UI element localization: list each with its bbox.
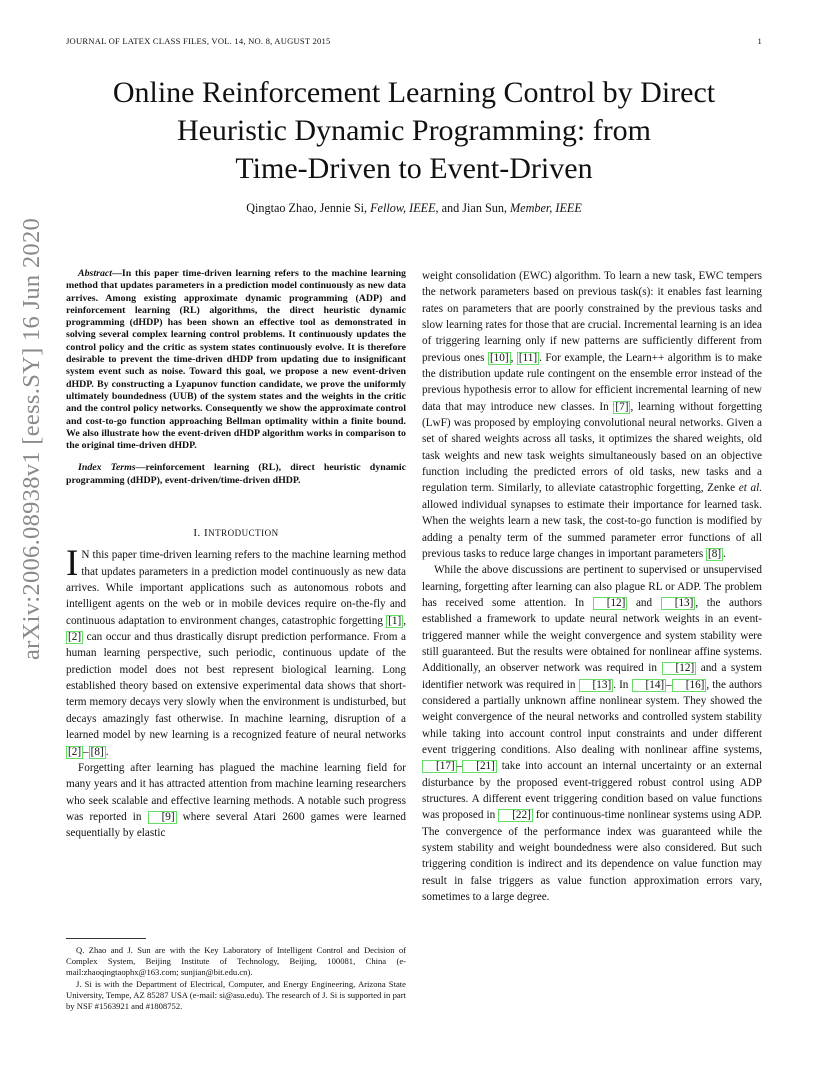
text: – [83,745,89,758]
running-header [66,36,762,50]
body-paragraph [422,562,762,905]
text: take into account an internal uncertainty or an external disturbance by the proposed event-triggered robust control using ADP structures. A different event triggering condition based on value functions was proposed in [422,760,763,822]
footnote [66,938,406,1012]
citation-link[interactable]: [8] [90,745,104,758]
citation-link[interactable]: [12] [662,662,697,675]
right-column [422,268,762,905]
paper-title [66,74,762,188]
citation-link[interactable]: [8] [708,547,722,560]
text: N this paper time-driven learning refers to the machine learning method that updates parameters in a prediction model continuously as new data arrives. While important applications such as autonomous robots and intelligent agents on the web or in mobile devices require on-the-fly and continuous adaptation to environment changes, catastrophic forgetting [66,549,406,627]
index-terms [66,462,406,487]
citation-link[interactable]: [22] [498,809,533,822]
citation-link[interactable]: [13] [579,679,614,692]
intro-paragraph-2 [66,760,406,842]
text: for continuous-time nonlinear systems using ADP. The convergence of the performance index was guaranteed while the system stability and weight boundedness were also considered. But such triggering condition is indirect and its dependence on value function may result in false triggers as value function approximation errors vary, sometimes to a large degree. [422,809,762,904]
text: , [510,351,514,364]
citation-link[interactable]: [10] [489,351,509,364]
text: . For example, the Learn++ algorithm is to make the distribution update rule contingent on the ensemble error instead of the previous hypothesis error to allow for efficient incremental learning of new data that may introduce new classes. In [422,351,762,413]
text: where several Atari 2600 games were learned sequentially by elastic [66,810,407,840]
text: Forgetting after learning has plagued the machine learning field for many years and it has attracted attention from machine learning researchers who seek scalable and effective learning methods. A notable such progress was reported in [66,761,406,823]
section-numeral: I. [193,527,201,540]
abstract-label: Abstract [78,268,113,279]
text: can occur and thus drastically disrupt prediction performance. From a human learning perspective, such periodic, continuous update of the prediction model does not best represent biological learning. Long established theory based on extensive experimental data shows that short-term memory decays very slowly when the environment is undisturbed, but decays amazingly fast otherwise. In machine learning, disruption of a learned model by new learning is a recognized feature of neural networks [66,631,406,742]
section-heading [66,525,406,541]
text: and [635,596,653,609]
drop-cap: I [66,543,79,585]
footnote-rule [66,938,146,939]
text: – [666,678,672,691]
arxiv-stamp: arXiv:2006.08938v1 [eess.SY] 16 Jun 2020 [18,217,45,660]
footnote-affiliation-2: J. Si is with the Department of Electrical, Computer, and Energy Engineering, Arizona State University, Tempe, AZ 85287 USA (e-mail: si@asu.edu). The research of J. Si is supported in part by NSF #1563921 and #1808752. [66,978,406,1012]
title-line: Online Reinforcement Learning Control by Direct [112,76,716,109]
text: , learning without forgetting (LwF) was proposed by employing convolutional neural networks. Given a set of shared weights across all tasks, it optimizes the shared weights, old task weights and new task weights simultaneously based on an objective function including the predicted errors of old tasks, new tasks and a regulation term. Similarly, to alleviate catastrophic forgetting, Zenke [422,400,762,495]
citation-link[interactable]: [21] [462,760,497,773]
citation-link[interactable]: [2] [68,631,82,644]
journal-name: JOURNAL OF LATEX CLASS FILES, VOL. 14, NO. 8, AUGUST 2015 [66,36,331,46]
citation-link[interactable]: [14] [632,679,667,692]
text: . [723,547,726,560]
text: , the authors established a framework to update neural network weights in an event-triggered manner while the weight convergence and system stability were still guaranteed. But the results were obtained for nonlinear affine systems. Additionally, an observer network was required in [422,596,762,675]
author-role: Member, IEEE [510,201,582,215]
title-line: Heuristic Dynamic Programming: from [176,114,652,147]
et-al: et al. [738,482,762,495]
citation-link[interactable]: [13] [661,597,696,610]
citation-link[interactable]: [9] [148,811,177,824]
index-terms-label: Index Terms [78,462,136,474]
author-list [66,201,762,216]
text: , the authors considered a partially unknown affine nonlinear system. They showed the weight convergence of the neural networks and controlled system stability while taking into account control input constraints and under different event triggering conditions. Also dealing with nonlinear affine systems, [422,678,762,756]
citation-link[interactable]: [2] [68,745,82,758]
citation-link[interactable]: [11] [518,351,538,364]
citation-link[interactable]: [7] [615,400,629,413]
text: . [105,745,109,758]
author-names: Qingtao Zhao, Jennie Si, [246,201,368,215]
citation-link[interactable]: [1] [388,614,402,627]
section-title-rest: NTRODUCTION [208,528,279,539]
text: weight consolidation (EWC) algorithm. To learn a new task, EWC tempers the network parameters based on previous task(s): it enables fast learning rates on parameters that are poorly constrained by the previous tasks and slow learning rates for those that are crucial. Incremental learning is an idea of triggering learning only if new patterns are sufficiently different from previous ones [422,270,762,364]
text: . In [613,678,629,691]
intro-paragraph-1 [66,543,406,759]
citation-link[interactable]: [12] [593,597,628,610]
footnote-affiliation-1: Q. Zhao and J. Sun are with the Key Laboratory of Intelligent Control and Decision of Complex System, Beijing Institute of Technology, Beijing, 100081, China (e-mail:zhaoqingtaophx@163.com; sunjian@bit.edu.cn). [66,945,406,978]
left-column [66,268,406,842]
citation-link[interactable]: [16] [672,679,707,692]
index-terms-text: —reinforcement learning (RL), direct heuristic dynamic programming (dHDP), event-driven/time-driven dHDP. [66,462,406,486]
text: – [456,760,463,773]
section-title-first: I [204,527,209,540]
abstract [66,268,406,452]
title-line: Time-Driven to Event-Driven [235,152,593,185]
author-role: Fellow, IEEE, [370,201,439,215]
text: allowed individual synapses to estimate their importance for learned task. When the weights learn a new task, the cost-to-go function is modified by adding a penalty term of the summed parameter error functions of all previous tasks to reduce large changes in important parameters [422,498,762,560]
body-paragraph [422,268,762,562]
text: , [403,614,406,627]
text: and a system identifier network was required in [422,662,763,691]
text: While the above discussions are pertinent to supervised or unsupervised learning, forgetting after learning can also plague RL or ADP. The problem has received some attention. In [422,564,762,609]
author-names: and Jian Sun, [441,201,507,215]
abstract-text: —In this paper time-driven learning refers to the machine learning method that updates parameters in a prediction model continuously as new data arrives. Among existing approximate dynamic programming (ADP) and reinforcement learning (RL) algorithms, the direct heuristic dynamic programming (dHDP) has been shown an effective tool as demonstrated in solving several complex learning control problems. It continuously updates the control policy and the critic as system states continuously evolve. It is therefore desirable to prevent the time-driven dHDP from updating due to insignificant system event such as noise. Toward this goal, we propose a new event-driven dHDP. By constructing a Lyapunov function candidate, we prove the uniformly ultimately boundedness (UUB) of the system states and the weights in the critic and the control policy networks. Consequently we show the approximate control and cost-to-go function approaching Bellman optimality within a finite bound. We also illustrate how the event-driven dHDP algorithm works in comparison to the original time-driven dHDP. [66,268,406,452]
citation-link[interactable]: [17] [422,760,457,773]
page-number: 1 [757,36,762,46]
